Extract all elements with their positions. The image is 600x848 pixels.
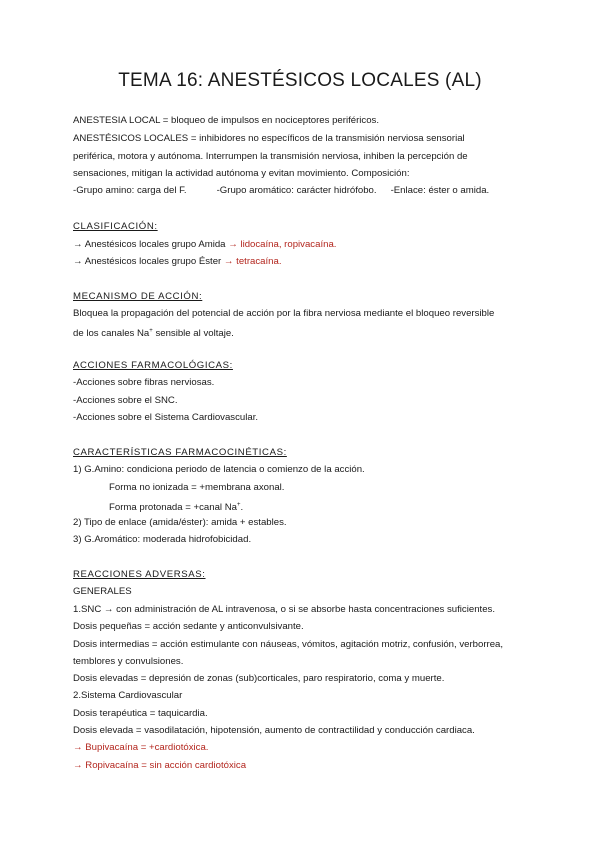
reacciones-line-2: Dosis pequeñas = acción sedante y anticonvulsivante. [73, 621, 304, 632]
amida-label: → Anestésicos locales grupo Amida [73, 239, 226, 250]
reacciones-line-8: Dosis elevada = vasodilatación, hipotensión, aumento de contractilidad y conducción cardiaca. [73, 725, 475, 736]
ropivacaina-note: → Ropivacaína = sin acción cardiotóxica [73, 760, 247, 771]
farmacocineticas-heading: CARACTERÍSTICAS FARMACOCINÉTICAS: [73, 447, 287, 458]
bupivacaina-note: → Bupivacaína = +cardiotóxica. [73, 742, 209, 753]
intro-line-2: ANESTÉSICOS LOCALES = inhibidores no específicos de la transmisión nerviosa sensorial [73, 133, 465, 144]
reacciones-heading: REACCIONES ADVERSAS: [73, 569, 206, 580]
clasificacion-ester [73, 256, 282, 268]
acciones-heading: ACCIONES FARMACOLÓGICAS: [73, 360, 233, 371]
mecanismo-heading: MECANISMO DE ACCIÓN: [73, 291, 203, 302]
ester-label: → Anestésicos locales grupo Éster [73, 256, 222, 267]
mecanismo-line-2 [73, 325, 234, 340]
farmaco-sup: + [237, 502, 241, 508]
amida-examples: → lidocaína, ropivacaína. [228, 239, 337, 250]
intro-line-3: periférica, motora y autónoma. Interrumpen la transmisión nerviosa, inhiben la percepción de [73, 151, 468, 162]
reacciones-line-1: 1.SNC → con administración de AL intravenosa, o si se absorbe hasta concentraciones suficientes. [73, 604, 495, 615]
farmaco-line-2: Forma no ionizada = +membrana axonal. [109, 482, 285, 493]
comp-amino: -Grupo amino: carga del F. [73, 185, 187, 196]
reacciones-line-6: 2.Sistema Cardiovascular [73, 690, 183, 701]
mecanismo-line-1: Bloquea la propagación del potencial de acción por la fibra nerviosa mediante el bloqueo reversible [73, 308, 495, 319]
mecanismo-sup: + [149, 328, 153, 334]
mecanismo-text-a: de los canales Na [73, 328, 150, 340]
acciones-item: -Acciones sobre fibras nerviosas. [73, 377, 215, 388]
comp-aromatic: -Grupo aromático: carácter hidrófobo. [216, 185, 377, 196]
comp-enlace: -Enlace: éster o amida. [390, 185, 490, 196]
farmaco-line-3 [109, 499, 243, 514]
reacciones-line-5: Dosis elevadas = depresión de zonas (sub)corticales, paro respiratorio, coma y muerte. [73, 673, 445, 684]
reacciones-line-4: temblores y convulsiones. [73, 656, 184, 667]
page-title: TEMA 16: ANESTÉSICOS LOCALES (AL) [118, 70, 482, 91]
reacciones-line-3: Dosis intermedias = acción estimulante con náuseas, vómitos, agitación motriz, confusión, verborrea, [73, 639, 504, 650]
farmaco-line-1: 1) G.Amino: condiciona periodo de latencia o comienzo de la acción. [73, 464, 365, 475]
reacciones-generales: GENERALES [73, 586, 132, 597]
acciones-item: -Acciones sobre el Sistema Cardiovascular. [73, 412, 259, 423]
acciones-item: -Acciones sobre el SNC. [73, 395, 178, 406]
clasificacion-amida [73, 239, 336, 251]
mecanismo-text-b: sensible al voltaje. [152, 328, 234, 340]
composition-line [73, 185, 489, 197]
farmaco-text-a: Forma protonada = +canal Na [109, 502, 237, 514]
farmaco-line-4: 2) Tipo de enlace (amida/éster): amida + estables. [73, 517, 287, 528]
farmaco-line-5: 3) G.Aromático: moderada hidrofobicidad. [73, 534, 252, 545]
farmaco-text-b: . [240, 502, 244, 514]
clasificacion-heading: CLASIFICACIÓN: [73, 221, 158, 232]
intro-line-1: ANESTESIA LOCAL = bloqueo de impulsos en nociceptores periféricos. [73, 115, 380, 126]
ester-examples: → tetracaína. [223, 256, 282, 267]
reacciones-line-7: Dosis terapéutica = taquicardia. [73, 708, 208, 719]
intro-line-4: sensaciones, mitigan la actividad autónoma y evitan movimiento. Composición: [73, 168, 410, 179]
